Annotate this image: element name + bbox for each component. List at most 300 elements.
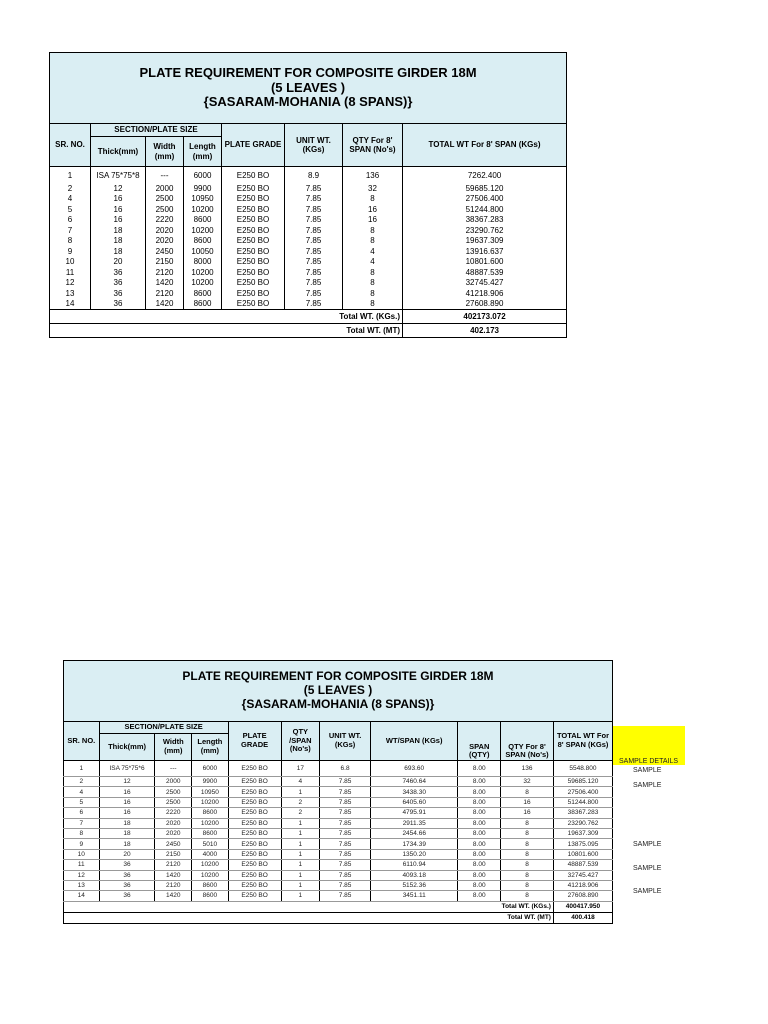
table-cell: 6405.60 — [370, 797, 457, 807]
table-cell: 2500 — [155, 787, 192, 797]
table-cell: 5 — [50, 204, 91, 215]
col-section-plate-size: SECTION/PLATE SIZE — [91, 124, 222, 137]
table1-body — [50, 167, 567, 310]
table-cell: 2120 — [155, 860, 192, 870]
table-cell: --- — [146, 167, 184, 184]
table-row — [64, 777, 613, 787]
table-cell: 16 — [501, 808, 554, 818]
table-cell: 51244.800 — [403, 204, 567, 215]
table-cell: 8 — [50, 236, 91, 247]
col-span-qty: SPAN (QTY) — [458, 722, 501, 761]
table-cell: 27506.400 — [403, 194, 567, 205]
table-cell: 8 — [501, 860, 554, 870]
table-cell: 2120 — [146, 267, 184, 278]
table-cell: 7.85 — [320, 849, 371, 859]
table-cell: 2000 — [146, 183, 184, 194]
table-row — [50, 288, 567, 299]
table-cell: 2220 — [146, 215, 184, 226]
table-cell: 6000 — [184, 167, 222, 184]
table-cell: E250 BO — [228, 828, 281, 838]
table-row — [64, 797, 613, 807]
col-plate-grade: PLATE GRADE — [228, 722, 281, 761]
table-cell: 7.85 — [320, 839, 371, 849]
table-cell: 18 — [99, 818, 155, 828]
table-cell: ISA 75*75*6 — [99, 761, 155, 777]
table-cell: 16 — [343, 204, 403, 215]
table-cell: 7.85 — [285, 215, 343, 226]
table-cell: 1420 — [146, 299, 184, 310]
table-cell: 5548.800 — [553, 761, 612, 777]
table-cell: 2020 — [155, 818, 192, 828]
table-cell: E250 BO — [228, 787, 281, 797]
table-cell: 8 — [343, 288, 403, 299]
table-row — [50, 204, 567, 215]
table-cell: 8 — [501, 839, 554, 849]
table-cell: 59685.120 — [553, 777, 612, 787]
table-cell: 7.85 — [285, 194, 343, 205]
table-cell: 27608.890 — [553, 891, 612, 901]
table-cell: 12 — [99, 777, 155, 787]
table-cell: 6 — [64, 808, 100, 818]
table-row — [50, 299, 567, 310]
table-cell: 7460.64 — [370, 777, 457, 787]
table-cell: E250 BO — [222, 246, 285, 257]
table-cell: 10200 — [192, 870, 229, 880]
col-thick: Thick(mm) — [99, 734, 155, 761]
table-cell: 4093.18 — [370, 870, 457, 880]
table-cell: 8.00 — [458, 870, 501, 880]
table-cell: E250 BO — [222, 257, 285, 268]
table-cell: 2120 — [146, 288, 184, 299]
table-cell: E250 BO — [228, 880, 281, 890]
table-cell: 136 — [343, 167, 403, 184]
table-cell: 2150 — [155, 849, 192, 859]
table-cell: E250 BO — [228, 860, 281, 870]
table-cell: 8.00 — [458, 777, 501, 787]
table-cell: 36 — [99, 870, 155, 880]
table-cell: 7.85 — [320, 860, 371, 870]
table-cell: 7.85 — [285, 204, 343, 215]
table2-title — [64, 661, 613, 722]
table-cell: 8600 — [192, 828, 229, 838]
table-cell: 5152.36 — [370, 880, 457, 890]
table-cell: 7.85 — [285, 288, 343, 299]
table-cell: 18 — [91, 236, 146, 247]
table-cell: 36 — [91, 267, 146, 278]
sample-details-cell — [613, 815, 685, 827]
table-row — [64, 880, 613, 890]
table-cell: 8600 — [192, 880, 229, 890]
table-cell: 10200 — [184, 267, 222, 278]
table-cell: 8600 — [184, 288, 222, 299]
table-cell: 5 — [64, 797, 100, 807]
table-cell: 7.85 — [320, 818, 371, 828]
table-cell: ISA 75*75*8 — [91, 167, 146, 184]
table-cell: 4 — [64, 787, 100, 797]
table-cell: 8 — [501, 880, 554, 890]
table-cell: E250 BO — [222, 236, 285, 247]
table-cell: 1 — [281, 880, 320, 890]
table-cell: 16 — [501, 797, 554, 807]
table-cell: 2 — [281, 797, 320, 807]
table-cell: 8.9 — [285, 167, 343, 184]
table-cell: 8.00 — [458, 787, 501, 797]
table-cell: 2 — [50, 183, 91, 194]
plate-requirement-table-1 — [49, 52, 567, 338]
table-cell: 1 — [281, 787, 320, 797]
table2-title-line3: {SASARAM-MOHANIA (8 SPANS)} — [241, 696, 435, 711]
table-cell: 4795.91 — [370, 808, 457, 818]
table-cell: E250 BO — [228, 891, 281, 901]
table-cell: 693.60 — [370, 761, 457, 777]
table-cell: 48887.539 — [553, 860, 612, 870]
sample-details-cell — [613, 910, 685, 922]
table-cell: 2020 — [155, 828, 192, 838]
table2-total-mt: 400.418 — [553, 912, 612, 923]
table-cell: E250 BO — [228, 808, 281, 818]
table-cell: 16 — [91, 215, 146, 226]
sample-details-cell: SAMPLE — [633, 888, 662, 896]
table-cell: 8.00 — [458, 839, 501, 849]
table2-total-kg: 400417.950 — [553, 901, 612, 912]
table-cell: 1420 — [155, 870, 192, 880]
table2-body — [64, 761, 613, 902]
table-cell: 8.00 — [458, 808, 501, 818]
sample-details-cell: SAMPLE — [633, 782, 662, 789]
table1-total-kg: 402173.072 — [403, 310, 567, 324]
table-cell: 10200 — [184, 204, 222, 215]
table-cell: 16 — [99, 797, 155, 807]
table-cell: 1420 — [146, 278, 184, 289]
table-cell: 38367.283 — [553, 808, 612, 818]
table-row — [64, 839, 613, 849]
table-cell: 14 — [64, 891, 100, 901]
table1-total-mt: 402.173 — [403, 324, 567, 338]
table-cell: 16 — [343, 215, 403, 226]
table-cell: 18 — [99, 828, 155, 838]
table-cell: 13875.095 — [553, 839, 612, 849]
table-cell: 36 — [91, 299, 146, 310]
table-cell: 10200 — [184, 278, 222, 289]
table-cell: 7.85 — [320, 787, 371, 797]
col-unit-wt: UNIT WT. (KGs) — [285, 124, 343, 167]
table-row — [50, 267, 567, 278]
table-cell: 32 — [501, 777, 554, 787]
table-cell: 7.85 — [320, 891, 371, 901]
table-cell: 13916.637 — [403, 246, 567, 257]
table-row — [64, 787, 613, 797]
table-cell: 136 — [501, 761, 554, 777]
table-cell: E250 BO — [222, 167, 285, 184]
table-cell: E250 BO — [228, 849, 281, 859]
table-cell: 8 — [501, 870, 554, 880]
table-cell: E250 BO — [228, 797, 281, 807]
table1-total-mt-label: Total WT. (MT) — [50, 324, 403, 338]
table-cell: 8600 — [192, 891, 229, 901]
table-cell: E250 BO — [222, 288, 285, 299]
table2-total-kg-label: Total WT. (KGs.) — [64, 901, 554, 912]
table2-total-mt-label: Total WT. (MT) — [64, 912, 554, 923]
col-plate-grade: PLATE GRADE — [222, 124, 285, 167]
table-cell: E250 BO — [228, 870, 281, 880]
table-cell: 1 — [281, 818, 320, 828]
col-qty-span: QTY /SPAN (No's) — [281, 722, 320, 761]
table-cell: 2450 — [146, 246, 184, 257]
table-cell: 7.85 — [285, 278, 343, 289]
table-cell: 2500 — [146, 194, 184, 205]
table-cell: 2000 — [155, 777, 192, 787]
table-row — [64, 860, 613, 870]
table-cell: 2 — [281, 808, 320, 818]
table-cell: 12 — [91, 183, 146, 194]
table-cell: 48887.539 — [403, 267, 567, 278]
table-cell: 2450 — [155, 839, 192, 849]
table-row — [64, 870, 613, 880]
table-cell: 4 — [50, 194, 91, 205]
table-cell: 6 — [50, 215, 91, 226]
table-cell: 36 — [91, 278, 146, 289]
table-row — [64, 828, 613, 838]
table-cell: 16 — [99, 808, 155, 818]
table-cell: 2500 — [155, 797, 192, 807]
table-row — [50, 257, 567, 268]
table-cell: 2020 — [146, 236, 184, 247]
table-cell: 2120 — [155, 880, 192, 890]
table-cell: 13 — [50, 288, 91, 299]
table-cell: 7.85 — [320, 880, 371, 890]
table-cell: E250 BO — [222, 194, 285, 205]
sample-details-cell: SAMPLE — [633, 767, 662, 774]
table-cell: 7262.400 — [403, 167, 567, 184]
table-cell: 2911.35 — [370, 818, 457, 828]
table-row — [50, 236, 567, 247]
table-cell: 8 — [501, 828, 554, 838]
col-thick: Thick(mm) — [91, 137, 146, 167]
table-cell: 7.85 — [320, 797, 371, 807]
table-cell: 16 — [91, 204, 146, 215]
table-cell: 17 — [281, 761, 320, 777]
table-cell: 1350.20 — [370, 849, 457, 859]
table-cell: 8 — [343, 267, 403, 278]
table-cell: 27506.400 — [553, 787, 612, 797]
table-cell: 18 — [91, 246, 146, 257]
col-total-wt: TOTAL WT For 8' SPAN (KGs) — [403, 124, 567, 167]
table-cell: 51244.800 — [553, 797, 612, 807]
table-cell: E250 BO — [222, 183, 285, 194]
table-cell: 8 — [343, 225, 403, 236]
table-row — [50, 194, 567, 205]
sample-details-rows — [613, 765, 685, 922]
table-cell: 36 — [99, 891, 155, 901]
table-cell: E250 BO — [228, 761, 281, 777]
table1-title-line3: {SASARAM-MOHANIA (8 SPANS)} — [203, 94, 413, 110]
plate-requirement-table-2 — [63, 660, 613, 924]
table-row — [50, 225, 567, 236]
table-cell: 10200 — [192, 818, 229, 828]
table-cell: 10200 — [184, 225, 222, 236]
table-cell: 2 — [64, 777, 100, 787]
sample-details-cell: SAMPLE — [633, 864, 662, 872]
table-cell: 12 — [64, 870, 100, 880]
table-cell: 38367.283 — [403, 215, 567, 226]
table-cell: 7.85 — [285, 246, 343, 257]
table-cell: 8600 — [192, 808, 229, 818]
table-cell: 2220 — [155, 808, 192, 818]
table-cell: E250 BO — [228, 839, 281, 849]
table-cell: 36 — [91, 288, 146, 299]
table-cell: E250 BO — [222, 225, 285, 236]
table-cell: 8000 — [184, 257, 222, 268]
table-row — [64, 891, 613, 901]
table-cell: 7.85 — [285, 267, 343, 278]
table-cell: 27608.890 — [403, 299, 567, 310]
table-cell: 1734.39 — [370, 839, 457, 849]
col-unit-wt: UNIT WT. (KGs) — [320, 722, 371, 761]
table-cell: E250 BO — [222, 278, 285, 289]
table-cell: 32745.427 — [553, 870, 612, 880]
table-cell: 9900 — [192, 777, 229, 787]
table-cell: 8.00 — [458, 761, 501, 777]
table-cell: 10801.600 — [403, 257, 567, 268]
table-cell: 1420 — [155, 891, 192, 901]
table-cell: 7.85 — [285, 299, 343, 310]
table-cell: 11 — [64, 860, 100, 870]
table-cell: 1 — [281, 849, 320, 859]
table-cell: 41218.906 — [403, 288, 567, 299]
table-cell: 9 — [50, 246, 91, 257]
sample-details-column — [613, 726, 685, 922]
table-cell: 8 — [501, 891, 554, 901]
table-cell: 7.85 — [320, 808, 371, 818]
table-cell: 10 — [64, 849, 100, 859]
table-cell: E250 BO — [222, 215, 285, 226]
table-cell: E250 BO — [222, 204, 285, 215]
table-cell: 8.00 — [458, 818, 501, 828]
table-cell: 7.85 — [320, 828, 371, 838]
table-cell: 8.00 — [458, 797, 501, 807]
table-cell: 19637.309 — [403, 236, 567, 247]
table-cell: 32745.427 — [403, 278, 567, 289]
table-cell: 10050 — [184, 246, 222, 257]
table-cell: 1 — [281, 860, 320, 870]
col-sr-no: SR. NO. — [64, 722, 100, 761]
table-cell: 7.85 — [285, 225, 343, 236]
table-cell: 7.85 — [285, 183, 343, 194]
col-wt-span: WT/SPAN (KGs) — [370, 722, 457, 761]
table1-title-line2: (5 LEAVES ) — [270, 79, 346, 95]
table-cell: 8 — [501, 818, 554, 828]
table-cell: E250 BO — [222, 299, 285, 310]
table-cell: 9 — [64, 839, 100, 849]
table-cell: 36 — [99, 860, 155, 870]
table1-title — [50, 53, 567, 124]
table-cell: 1 — [50, 167, 91, 184]
sample-details-cell — [613, 874, 685, 886]
table-cell: 10801.600 — [553, 849, 612, 859]
table-row — [50, 215, 567, 226]
table-cell: 8.00 — [458, 849, 501, 859]
table-cell: 23290.762 — [553, 818, 612, 828]
table-row — [50, 167, 567, 184]
table-cell: 19637.309 — [553, 828, 612, 838]
col-qty: QTY For 8' SPAN (No's) — [501, 722, 554, 761]
table-cell: 2020 — [146, 225, 184, 236]
table-cell: 59685.120 — [403, 183, 567, 194]
table-cell: 7 — [50, 225, 91, 236]
table-cell: 1 — [281, 828, 320, 838]
table-cell: 16 — [91, 194, 146, 205]
table-cell: 6.8 — [320, 761, 371, 777]
table1-title-line1: PLATE REQUIREMENT FOR COMPOSITE GIRDER 18M — [139, 64, 477, 80]
table-cell: 7.85 — [285, 236, 343, 247]
table-cell: 7.85 — [285, 257, 343, 268]
col-length: Length (mm) — [192, 734, 229, 761]
col-total-wt: TOTAL WT For 8' SPAN (KGs) — [553, 722, 612, 761]
table-cell: 8.00 — [458, 891, 501, 901]
table-cell: 23290.762 — [403, 225, 567, 236]
table-cell: E250 BO — [228, 818, 281, 828]
table-cell: 7 — [64, 818, 100, 828]
table-cell: 13 — [64, 880, 100, 890]
table-cell: 9900 — [184, 183, 222, 194]
table-cell: 8 — [343, 194, 403, 205]
table-cell: --- — [155, 761, 192, 777]
table-cell: 7.85 — [320, 870, 371, 880]
table-cell: 6000 — [192, 761, 229, 777]
table-cell: 2150 — [146, 257, 184, 268]
table-row — [64, 849, 613, 859]
table-cell: 10950 — [192, 787, 229, 797]
table-cell: 16 — [99, 787, 155, 797]
col-section-plate-size: SECTION/PLATE SIZE — [99, 722, 228, 734]
table-cell: 4 — [343, 257, 403, 268]
col-length: Length (mm) — [184, 137, 222, 167]
sample-details-cell — [613, 827, 685, 839]
table-cell: 14 — [50, 299, 91, 310]
table-cell: 36 — [99, 880, 155, 890]
table-cell: 8 — [343, 299, 403, 310]
table-cell: E250 BO — [228, 777, 281, 787]
table-row — [50, 183, 567, 194]
table-row — [50, 246, 567, 257]
table-cell: 10200 — [192, 797, 229, 807]
table-cell: 18 — [99, 839, 155, 849]
table-cell: 32 — [343, 183, 403, 194]
table-cell: 2500 — [146, 204, 184, 215]
table-cell: 10950 — [184, 194, 222, 205]
col-width: Width (mm) — [155, 734, 192, 761]
table-cell: 1 — [281, 839, 320, 849]
col-width: Width (mm) — [146, 137, 184, 167]
table-cell: 3438.30 — [370, 787, 457, 797]
table1-total-kg-label: Total WT. (KGs.) — [50, 310, 403, 324]
sample-details-header: SAMPLE DETAILS — [613, 726, 685, 765]
table-cell: 5010 — [192, 839, 229, 849]
table-cell: 3451.11 — [370, 891, 457, 901]
table-row — [64, 761, 613, 777]
table-cell: 20 — [99, 849, 155, 859]
table-cell: 20 — [91, 257, 146, 268]
table-row — [64, 808, 613, 818]
table-cell: 8 — [501, 849, 554, 859]
table-cell: 8600 — [184, 215, 222, 226]
table-cell: 8.00 — [458, 828, 501, 838]
table-cell: E250 BO — [222, 267, 285, 278]
table-cell: 8600 — [184, 299, 222, 310]
table-cell: 4 — [281, 777, 320, 787]
table-cell: 8 — [343, 236, 403, 247]
table2-title-line1: PLATE REQUIREMENT FOR COMPOSITE GIRDER 18M — [182, 669, 494, 684]
